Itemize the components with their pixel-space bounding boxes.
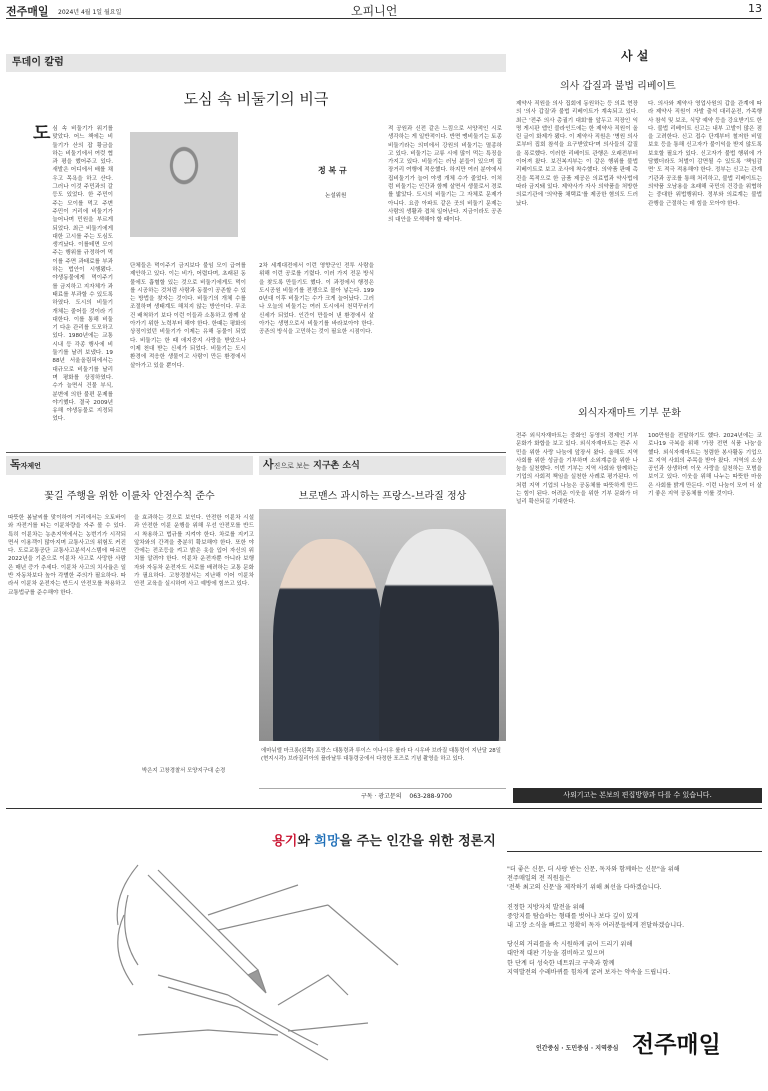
photo-story-title: 브로맨스 과시하는 프랑스-브라질 정상 (298, 491, 467, 502)
slogan-word-and: 와 (297, 834, 315, 849)
drop-cap: 도 (33, 123, 51, 144)
photo-story-label-brand: 지구촌 소식 (313, 461, 360, 471)
slogan-headline (6, 830, 762, 849)
slogan-para2-line1: 진정한 지방자치 발전을 위해 (507, 903, 585, 911)
editorial-label: 사 설 (621, 49, 649, 63)
dokja-text-1: 따뜻한 봄날씨를 맞이하여 거리에서는 오토바이와 자전거를 타는 이륜차량을 자주 볼 수 있다. 특히 이륜차는 농촌지역에서는 농번기가 시작되면서 이용객이 많아지며 교통사고의 위험도 커진다. 도로교통공단 교통사고분석시스템에 따르면 2022년을 기준으로 이륜차 사고로 사망한 사람은 매년 증가 추세다. 이륜차 사고의 치사율은 일반 자동차보다 높아 각별한 주의가 필요하다. 따라서 이륜차 운전자는 반드시 안전모를 착용하고 교통법규를 준수해야 한다. (8, 515, 126, 596)
slogan-para1-line3: '전북 최고의 신문'을 제작하기 위해 최선을 다하겠습니다. (507, 884, 662, 892)
slogan-logo: 전주매일 (632, 1032, 721, 1058)
fountain-pen-icon (98, 855, 436, 1080)
photo-story-label (259, 456, 506, 475)
slogan-para3-line4: 지역발전의 수레바퀴를 힘차게 굴려 보자는 약속을 드립니다. (507, 968, 671, 976)
author-photo (130, 132, 238, 237)
header-rule (6, 18, 762, 19)
slogan-para2-line2: 중앙지를 탐습하는 형태를 벗어나 보다 깊이 있게 (507, 912, 639, 920)
slogan-word-rest: 을 주는 인간을 위한 정론지 (339, 834, 496, 849)
photo-story-image (259, 509, 506, 741)
person-left-figure (273, 539, 383, 741)
masthead-logo: 전주매일 (6, 5, 49, 18)
today-column-title: 도심 속 비둘기의 비극 (183, 90, 329, 108)
today-column-label: 투데이 칼럼 (6, 54, 506, 72)
slogan-para3-line1: 당신의 거리를을 속 시원하게 긁어 드리기 위해 (507, 941, 633, 949)
author-name: 정 복 규 (318, 166, 347, 175)
contact-rule (259, 788, 506, 789)
dokja-title: 꽃길 주행을 위한 이륜차 안전수칙 준수 (44, 491, 215, 502)
editorial-text-1: 제약사 직원을 의사 집회에 동원하는 등 의료 현장의 '의사 갑질'과 불법 리베이트가 계속되고 있다. 최근 '전주 의사 총궐기 대회'를 앞두고 직장인 익명 게시판 앱인 블라인드에는 한 제약사 직원이 올린 글이 화제가 됐다. 이 제약사 직원은 '병원 의사로부터 집회 참석을 요구받았다'며 의사들의 갑질을 폭로했다. 이러한 리베이트 관행은 오래전부터 이어져 왔다. 보건복지부는 이 같은 행위를 불법 리베이트로 보고 조사에 착수했다. 의약품 판매 촉진을 목적으로 한 금품 제공은 의료법과 약사법에 따라 금지돼 있다. 제약사가 자사 의약품을 처방한 의료기관에 '의약품 채택료'를 제공한 혐의도 드러났다. (516, 101, 638, 207)
dokja-label-prefix: 독 (10, 458, 21, 471)
contact-line (361, 791, 452, 800)
section-title: 오피니언 (351, 4, 398, 18)
slogan-para3-line3: 한 단계 더 성숙한 네트워크 구축과 함께 (507, 959, 615, 967)
slogan-body (507, 865, 762, 977)
slogan-para1-line1: "더 좋은 신문, 더 사랑 받는 신문, 독자와 함께하는 신문"을 위해 (507, 866, 680, 873)
person-right-figure (379, 529, 499, 741)
page-number: 13 (748, 2, 762, 15)
today-column-text-2: 단체들은 먹이주기 금지보다 불임 모이 급여를 제안하고 있다. 이는 비가, 어렵다며, 초래된 동물에도 흡혈할 있는 것으로 비둘기에게도 먹이를 시공하는 것처럼 사람과 동물이 공존할 수 있는 방법을 찾자는 것이다. 비둘기의 개체 수를 조절하며 생태계도 해치지 않는 방안이다. 무조건 배척하기 보다 이런 이들과 소통하고 함께 살아가기 위한 노력부터 해야 한다. 한때는 평화의 상징이었던 비둘기가 이제는 유해 동물이 되었다. 비둘기는 한 때 애지중지 사랑을 받았으나 이제 천대 받는 신세가 되었다. 비둘기는 도시 환경에 적응한 생물이고 사람이 만든 환경에서 살아가고 있을 뿐이다. (130, 263, 246, 369)
issue-date: 2024년 4월 1일 월요일 (58, 9, 122, 16)
editorial-title: 의사 갑질과 불법 리베이트 (560, 81, 676, 92)
author-role: 논설위원 (325, 193, 347, 199)
editorial2-title: 외식자재마트 기부 문화 (578, 408, 681, 419)
photo-story-label-mid: 진으로 보는 (273, 462, 310, 470)
bottom-rule (6, 808, 762, 809)
slogan-para3-line2: 대안적 대판 기능을 겸비하고 있으며 (507, 950, 605, 958)
slogan-para2-line3: 내 고장 소식을 빠르고 정확히 독자 여러분들에게 전달하겠습니다. (507, 922, 685, 930)
header (6, 0, 762, 20)
dokja-label (6, 456, 253, 475)
slogan-underline (507, 851, 762, 852)
disclaimer-bar (513, 788, 762, 803)
today-column-col1 (33, 125, 113, 450)
today-column-text-1: 심 속 비둘기가 위기를 맞았다. 어느 책에는 비둘기가 산의 잡 황금을 하는 비둘기에서 여럿 협과 평을 했어주고 있다. 새발은 어디에서 배를 채우고 목욕을 하고 산다. 그러나 이것 주민과의 갈등도 있었다. 한 주민이 주는 모이를 먹고 주변 주민이 거리에 비둘기가 늘어나며 민원을 부르게 되었다. 최근 비둘기에게 대한 고시를 주는 도심도 생겨났다. 이를테면 모이 주는 행위를 규정하여 먹이를 주면 과태료를 부과하는 법안이 시행됐다. 야생동물에게 먹이주기를 금지하고 지자체가 과태료를 부과할 수 있도록 하였다. 도시의 비둘기 개체는 줄어들 것이라 기대한다. 이를 통해 비둘기 다운 관리를 도모하고 있다. 1980년에는 교통 시내 등 각종 행사에 비둘기를 날려 보냈다. 1988년 서울올림픽에서는 대규모로 비둘기를 날리며 평화를 상징하였다. 수가 늘면서 건물 부식, 분변에 의한 불편 문제를 야기했다. 결국 2009년 유해 야생동물로 지정되었다. (52, 126, 113, 423)
disclaimer-text: 사외기고는 본보의 편집방향과 다를 수 있습니다. (563, 791, 712, 799)
editorial-text-2: 다. 의사와 제약사 영업사원의 갑을 관계에 따라 제약사 직원이 자발 출석 대리운전, 가족행사 참석 및 보조, 식당 예약 등을 강요받기도 한다. 불법 리베이트 신고는 내부 고발이 많은 점을 고려한다. 신고 접수 단계부터 철저한 비밀보호 등을 통해 신고자가 불이익을 받지 않도록 보호할 필요가 있다. 신고자가 불법 행위에 가담했더라도 처벌이 감면될 수 있도록 '책임감면' 도 적극 적용해야 한다. 정부는 신고는 관계기관과 공조를 통해 처리하고, 불법 리베이트는 의약품 오남용을 초래해 국민의 건강을 위협하는 중대한 위법행위다. 정부와 의료계는 불법 관행을 근절하는 데 힘을 모아야 한다. (648, 101, 762, 207)
slogan-para1-line2: 전주매일의 전 직원들은 (507, 875, 571, 883)
slogan-word-hope: 희망 (314, 834, 340, 849)
dokja-label-rest: 자제언 (20, 462, 41, 470)
editorial2-text-2: 100만원을 전달하기도 했다. 2024년에는 코로나19 극복을 위해 '가장 전면 식품 나눔'을 했다. 외식자재마트는 청렴한 봉사활동 기업으로 지역 사회의 주목을 받아 왔다. 지역의 소상공인과 상생하며 이웃 사랑을 실천하는 모범을 보이고 있다. 이웃을 위해 나누는 따뜻한 마음은 사회를 밝게 만든다. 이런 나눔이 모여 더 살기 좋은 지역 공동체를 이룰 것이다. (648, 433, 762, 498)
slogan-tagline: 인간중심 · 도민중심 · 지역중심 (536, 1045, 619, 1052)
left-divider (6, 452, 506, 453)
editorial2-text-1: 전주 외식자재마트는 중화인 동영의 경제인 기부 문화가 화합을 보고 있다. 외식자재마트는 전주 시민을 위한 사랑 나눔에 앞장서 왔다. 올해도 지역 사회를 위한 성금을 기부하며 소외계층을 위한 나눔을 실천했다. 이번 기부는 지역 사회와 함께하는 기업의 사회적 책임을 실천한 사례로 평가된다. 이처럼 지역 기업의 나눔은 공동체를 따뜻하게 만드는 힘이 된다. 어려운 이웃을 위한 기부 문화가 더 널리 확산되길 기대한다. (516, 433, 638, 506)
photo-story-label-prefix: 사 (263, 458, 274, 471)
contact-label: 구독 · 광고문의 (361, 793, 402, 800)
dokja-text-2: 을 효과하는 것으로 보인다. 안전한 이륜차 시설과 안전한 이륜 운행을 위해 우선 안전모를 반드시 착용하고 법규를 지켜야 한다. 차로를 지키고 앞차와의 간격을 충분히 확보해야 한다. 또한 야간에는 전조등을 켜고 밝은 옷을 입어 자신의 위치를 알려야 한다. 이륜차 운전자뿐 아니라 보행자와 자동차 운전자도 서로를 배려하는 교통 문화가 필요하다. 고창경찰서는 지난해 이어 이륜차 안전 교육을 실시하며 사고 예방에 힘쓰고 있다. (134, 515, 254, 588)
today-column-text-3: 2차 세계대전에서 이런 영향군인 전투 사람을 위해 이런 공로를 기렸다. 이러 가지 전문 방식을 찾도록 만들기도 했다. 이 과정에서 행정은 도시공원 비둘기를 전쟁으로 몰아 넣는다. 1990년대 이후 비둘기는 수가 크게 늘어났다. 그러나 오늘의 비둘기는 여러 도시에서 천덕꾸러기 신세가 되었다. 인간이 만들어 낸 환경에서 살아가는 생명으로서 비둘기를 바라보아야 한다. 공존의 방식을 고민하는 것이 필요한 시점이다. (259, 263, 374, 336)
photo-story-caption: 에마뉘엘 마크롱(왼쪽) 프랑스 대통령과 루이스 이나시우 룰라 다 시우바 브라질 대통령이 지난달 28일(현지시각) 브라질리아의 플라날투 대통령궁에서 다정한 포즈로 기념 촬영을 하고 있다. (261, 748, 501, 762)
today-column-text-4: 적 공원과 신전 같은 느낌으로 서양적인 시로 생각하는 게 일반적이다. 반면 맹비둘기는 토종 비둘기라는 의미에서 강원의 비둘기는 멸종하고 있다. 비둘기는 교류 시에 많이 먹는 특징을 가지고 있다. 비둘기는 러닝 분들이 있으며 집 장거리 여행에 적응했다. 하지만 여러 분야에서 집비둘기가 늘어 야생 개체 수가 줄었다. 이처럼 비둘기는 인간과 함께 살면서 생물로서 경로를 밟았다. 도시의 비둘기는 그 자체로 문제가 아니다. 요즘 아파트 같은 곳의 비둘기 문제는 사람의 생활과 겹쳐 일어난다. 지금이라도 공존의 대안을 모색해야 할 때이다. (388, 126, 502, 224)
slogan-word-courage: 용기 (272, 834, 298, 849)
dokja-signature: 박은지 고창경찰서 모양지구대 순경 (142, 768, 226, 774)
contact-phone[interactable]: 063-288-9700 (409, 793, 452, 800)
